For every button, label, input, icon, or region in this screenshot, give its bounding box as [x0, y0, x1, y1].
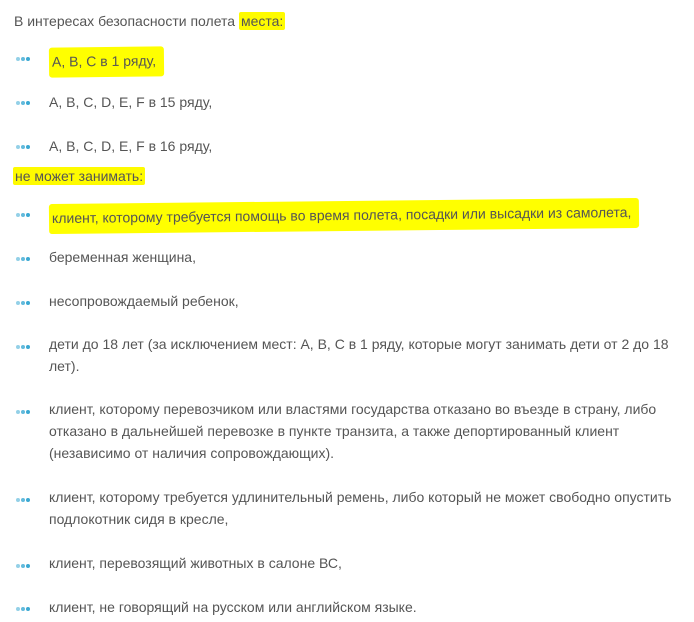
- restricted-list-item: клиент, которому перевозчиком или властями государства отказано во въезде в страну, либо отказано в дальнейшей перевозке в пункте транзита, а также депортированный клиент (независимо от наличия сопровождающих).: [49, 401, 657, 461]
- bullet-icon: [16, 498, 32, 503]
- intro-highlight: места:: [240, 13, 284, 29]
- bullet-icon: [16, 101, 32, 106]
- bullet-icon: [16, 213, 32, 218]
- bullet-icon: [16, 57, 32, 62]
- bullet-icon: [16, 564, 32, 569]
- cannot-label: не может занимать:: [15, 168, 144, 184]
- bullet-icon: [16, 607, 32, 612]
- restricted-list-item: клиент, которому требуется удлинительный ремень, либо который не может свободно опустить подлокотник сидя в кресле,: [49, 489, 672, 527]
- cannot-label-line: [13, 165, 145, 187]
- restricted-item-highlight: клиент, которому требуется помощь во время полета, посадки или высадки из самолета,: [49, 198, 640, 234]
- seat-list-item: A, B, C, D, E, F в 15 ряду,: [49, 94, 213, 110]
- bullet-icon: [16, 301, 32, 306]
- bullet-icon: [16, 410, 32, 415]
- seat-list-item: [49, 47, 164, 77]
- restricted-list-item: беременная женщина,: [49, 249, 196, 265]
- bullet-icon: [16, 345, 32, 350]
- restricted-list-item: несопровождаемый ребенок,: [49, 293, 239, 309]
- intro-text: В интересах безопасности полета: [14, 13, 239, 29]
- restricted-list-item: клиент, перевозящий животных в салоне ВС,: [49, 555, 342, 571]
- restricted-list-item: [49, 201, 639, 231]
- seat-item-highlight: A, B, C в 1 ряду,: [49, 46, 164, 77]
- intro-line: [14, 10, 285, 32]
- restricted-list-item: дети до 18 лет (за исключением мест: A, B, C в 1 ряду, которые могут занимать дети от 2 до 18 лет).: [49, 336, 669, 374]
- seat-list-item: A, B, C, D, E, F в 16 ряду,: [49, 138, 213, 154]
- bullet-icon: [16, 145, 32, 150]
- bullet-icon: [16, 257, 32, 262]
- restricted-list-item: клиент, не говорящий на русском или английском языке.: [49, 599, 417, 615]
